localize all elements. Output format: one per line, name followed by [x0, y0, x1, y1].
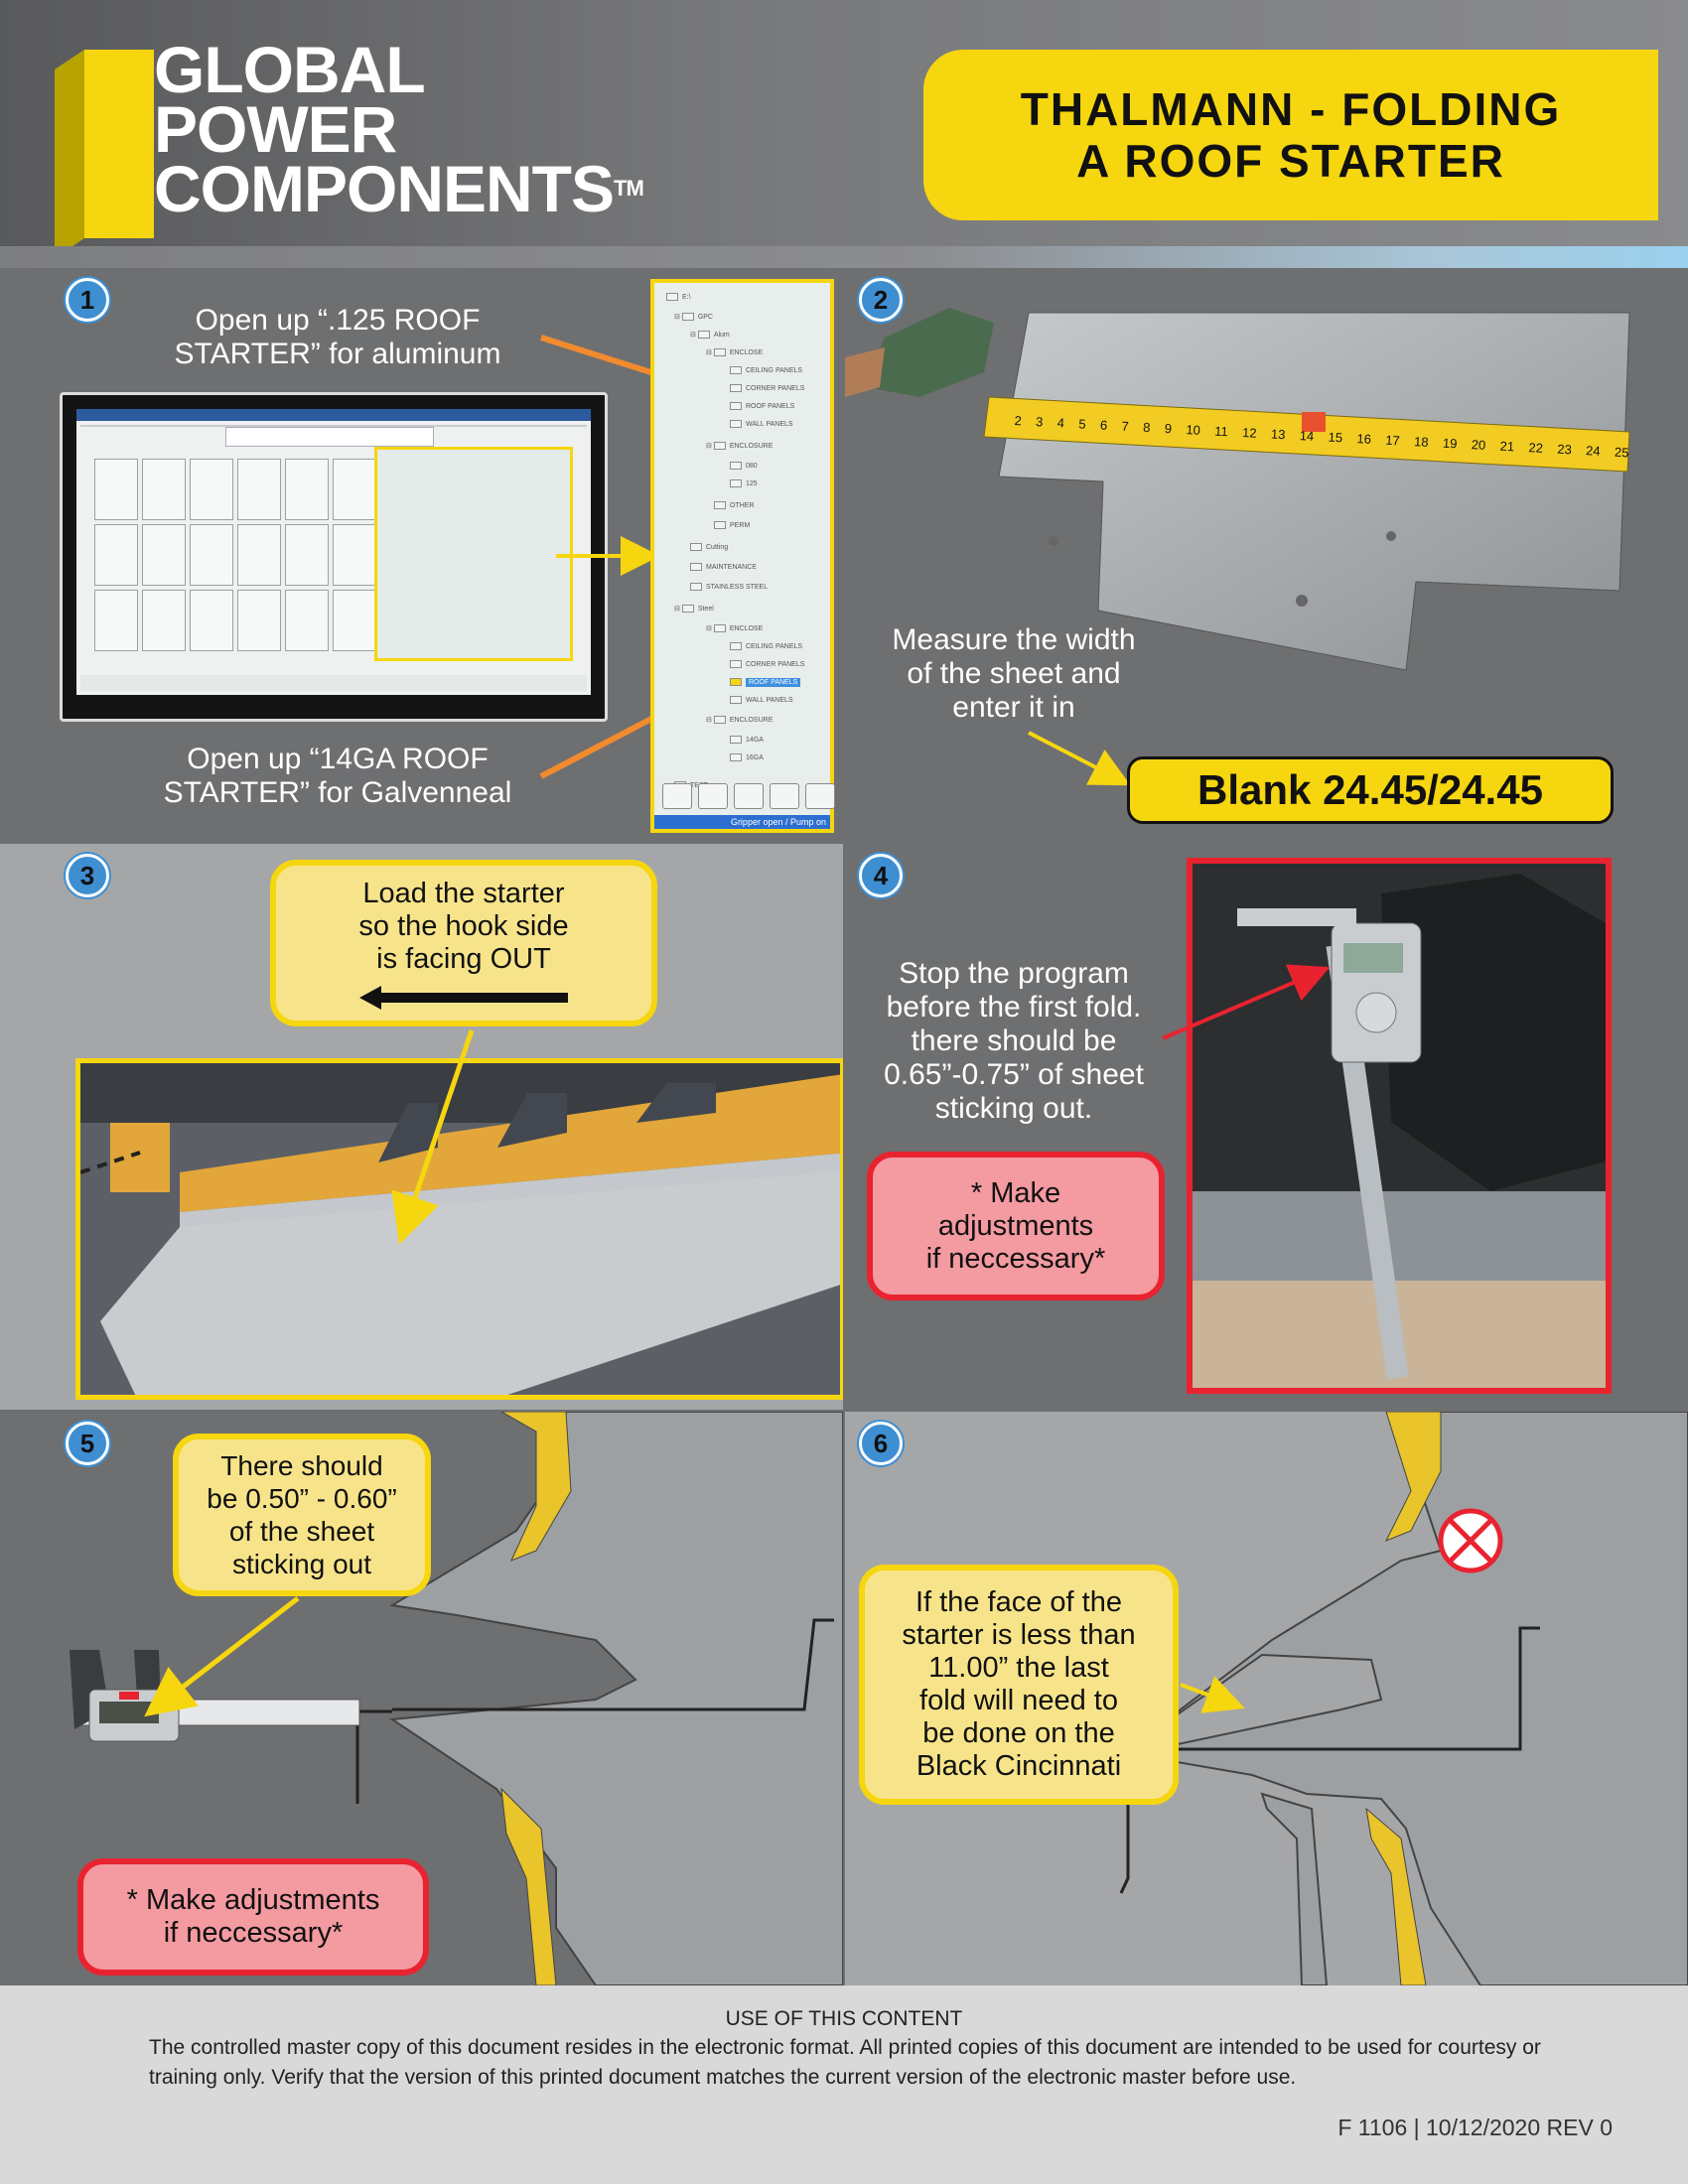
logo-mark-icon	[55, 50, 154, 258]
step-4-text: Stop the program before the first fold. there should be 0.65”-0.75” of sheet sticking out.	[884, 957, 1144, 1125]
logo-line-2: POWER	[154, 92, 397, 166]
trademark: TM	[614, 176, 643, 201]
explorer-toolbar	[662, 783, 835, 809]
header-strip	[0, 246, 1688, 268]
step-3-badge: 3	[66, 854, 109, 897]
step-2-panel	[845, 268, 1688, 842]
step-6-badge: 6	[859, 1422, 903, 1465]
step-1-bottom-text: Open up “14GA ROOF STARTER” for Galvenneal	[163, 743, 512, 809]
step-6-panel	[845, 1412, 1688, 1985]
folder-open-icon[interactable]	[734, 783, 764, 809]
step-1-top-text: Open up “.125 ROOF STARTER” for aluminum	[174, 304, 501, 370]
title-line-1: THALMANN - FOLDING	[1020, 83, 1562, 135]
explorer-selected-item[interactable]: ROOF PANELS	[730, 678, 800, 686]
document-reference: F 1106 | 10/12/2020 REV 0	[1337, 2115, 1613, 2140]
company-logo	[154, 33, 643, 225]
footer-body: The controlled master copy of this document resides in the electronic format. All printed copies of this document are intended to be used for courtesy or training only. Verify that the version of this printed document matches the current version of the electronic master before use.	[149, 2036, 1541, 2089]
step-6-callout: If the face of the starter is less than 11.00” the last fold will need to be done on the Black Cincinnati	[859, 1565, 1179, 1805]
refresh-icon[interactable]	[662, 783, 692, 809]
step-5-callout: There should be 0.50” - 0.60” of the sheet sticking out	[173, 1433, 431, 1596]
explorer-status: Gripper open / Pump on	[654, 815, 830, 829]
tape-measure-numbers: 2 3 4 5 6 7 8 9 10 11 12 13 14 15 16 17 18 19 20 21 22 23 24 25	[1014, 413, 1629, 461]
step-5-adjust-callout: * Make adjustments if neccessary*	[77, 1858, 429, 1976]
step-5-badge: 5	[66, 1422, 109, 1465]
step-4-panel	[845, 844, 1688, 1410]
step-3-panel	[0, 844, 843, 1410]
step-1-panel	[0, 268, 843, 842]
step-3-callout: Load the starter so the hook side is facing OUT	[270, 860, 657, 1026]
collapse-icon[interactable]	[770, 783, 799, 809]
title-line-2: A ROOF STARTER	[1076, 135, 1505, 187]
step-4-arrow	[845, 844, 1688, 1410]
footer-title: USE OF THIS CONTENT	[725, 2007, 963, 2030]
step-2-text: Measure the width of the sheet and enter it in	[892, 623, 1136, 724]
step-4-adjust-callout: * Make adjustments if neccessary*	[867, 1152, 1165, 1300]
file-explorer-panel: E:\ ⊟ GPC ⊟ Alum ⊟ ENCLOSE CEILING PANELS CORNER PANELS ROOF PANELS WALL PANELS ⊟ ENCLOSURE 080 125 OTHER PERM Cutting MAINTENANCE STAINLESS STEEL ⊟ Steel ⊟ ENCLOSE CEILING PANELS CORNER PANELS ROOF PANELS WALL PANELS ⊟ ENCLOSURE 14GA 16GA Gripper open / Pump on	[650, 279, 834, 833]
blank-value-box: Blank 24.45/24.45	[1127, 756, 1614, 824]
footer	[0, 1985, 1688, 2184]
step-5-panel	[0, 1412, 843, 1985]
logo-line-3: COMPONENTS™	[154, 152, 643, 225]
step-4-badge: 4	[859, 854, 903, 897]
eject-icon[interactable]	[698, 783, 728, 809]
step-6-arrow	[845, 1412, 1688, 1985]
home-icon[interactable]	[805, 783, 835, 809]
logo-line-1: GLOBAL	[154, 33, 425, 106]
step-3-arrow	[0, 844, 843, 1410]
title-box	[923, 50, 1658, 220]
header	[0, 0, 1688, 248]
step-1-badge: 1	[66, 278, 109, 322]
step-2-badge: 2	[859, 278, 903, 322]
